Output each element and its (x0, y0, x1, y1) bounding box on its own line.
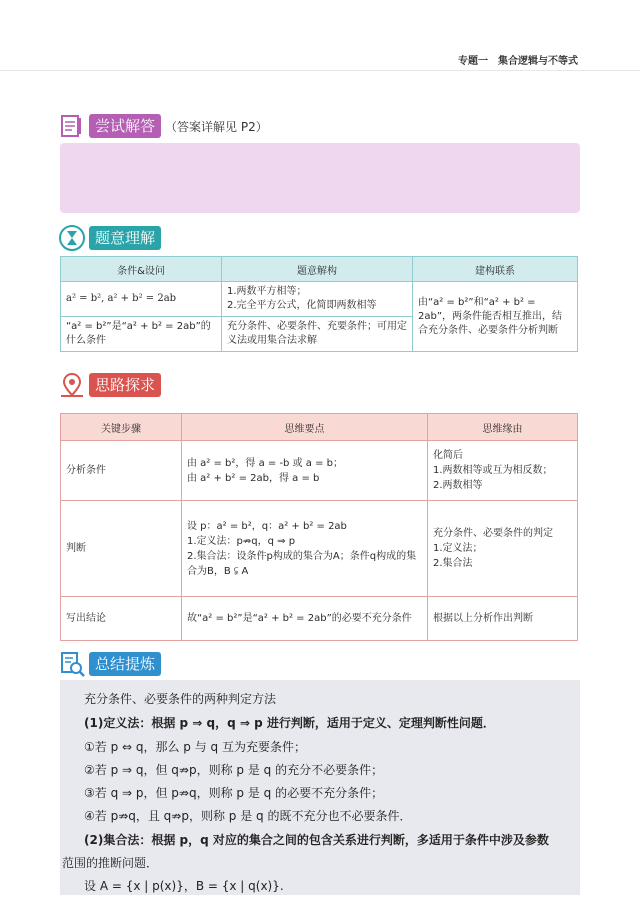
summary-line: 充分条件、必要条件的两种判定方法 (84, 692, 277, 706)
table-cell: 充分条件、必要条件的判定 1.定义法； 2.集合法 (428, 501, 578, 597)
section-tag-understanding: 题意理解 (89, 226, 161, 250)
table-header: 题意解构 (222, 257, 413, 282)
table-header: 建构联系 (413, 257, 578, 282)
page-header: 专题一 集合逻辑与不等式 (458, 56, 578, 67)
summary-line: ③若 q ⇒ p，但 p⇏q，则称 p 是 q 的必要不充分条件； (84, 786, 384, 800)
table-cell: “a² = b²”是“a² + b² = 2ab”的什么条件 (61, 317, 222, 352)
map-pin-icon (58, 371, 86, 399)
summary-line: (1)定义法：根据 p ⇒ q，q ⇒ p 进行判断，适用于定义、定理判断性问题． (84, 716, 495, 730)
section-try-answer (58, 112, 268, 140)
summary-line: ④若 p⇏q，且 q⇏p，则称 p 是 q 的既不充分也不必要条件． (84, 809, 412, 823)
table-cell: 分析条件 (61, 441, 182, 501)
summary-line: ②若 p ⇒ q，但 q⇏p，则称 p 是 q 的充分不必要条件； (84, 763, 384, 777)
section-understanding (58, 224, 161, 252)
hourglass-icon (58, 224, 86, 252)
answer-box (60, 143, 580, 213)
table-cell: 设 p：a² = b²，q：a² + b² = 2ab 1.定义法：p⇏q，q ⇒ p 2.集合法：设条件p构成的集合为A；条件q构成的集合为B，B ⫋ A (182, 501, 428, 597)
table-cell: 写出结论 (61, 597, 182, 641)
table-cell: 判断 (61, 501, 182, 597)
section-tag-thinking: 思路探求 (89, 373, 161, 397)
magnifier-document-icon (58, 650, 86, 678)
table-cell: 故“a² = b²”是“a² + b² = 2ab”的必要不充分条件 (182, 597, 428, 641)
section-tag-summary: 总结提炼 (89, 652, 161, 676)
notebook-icon (58, 112, 86, 140)
section-summary (58, 650, 161, 678)
table-header: 关键步骤 (61, 414, 182, 441)
thinking-table (60, 413, 578, 641)
answer-note: （答案详解见 P2） (165, 119, 268, 134)
table-cell: 由“a² = b²”和“a² + b² = 2ab”，两条件能否相互推出，结合充分条件、必要条件分析判断 (413, 282, 578, 352)
table-cell: 1.两数平方相等； 2.完全平方公式，化简即两数相等 (222, 282, 413, 317)
table-cell: a² = b², a² + b² = 2ab (61, 282, 222, 317)
summary-line: (2)集合法：根据 p，q 对应的集合之间的包含关系进行判断，多适用于条件中涉及参数 (84, 833, 549, 847)
header-rule (0, 70, 640, 71)
table-header: 思维缘由 (428, 414, 578, 441)
table-cell: 充分条件、必要条件、充要条件；可用定义法或用集合法求解 (222, 317, 413, 352)
table-header: 思维要点 (182, 414, 428, 441)
section-thinking (58, 371, 161, 399)
section-tag-try: 尝试解答 (89, 114, 161, 138)
summary-line: 范围的推断问题． (62, 856, 159, 870)
table-cell: 化简后 1.两数相等或互为相反数； 2.两数相等 (428, 441, 578, 501)
summary-line: ①若 p ⇔ q，那么 p 与 q 互为充要条件； (84, 740, 306, 754)
summary-line: 设 A = {x | p(x)}，B = {x | q(x)}. (84, 879, 284, 893)
table-cell: 由 a² = b²，得 a = -b 或 a = b； 由 a² + b² = 2ab，得 a = b (182, 441, 428, 501)
table-header: 条件&设问 (61, 257, 222, 282)
understanding-table (60, 256, 578, 352)
table-cell: 根据以上分析作出判断 (428, 597, 578, 641)
